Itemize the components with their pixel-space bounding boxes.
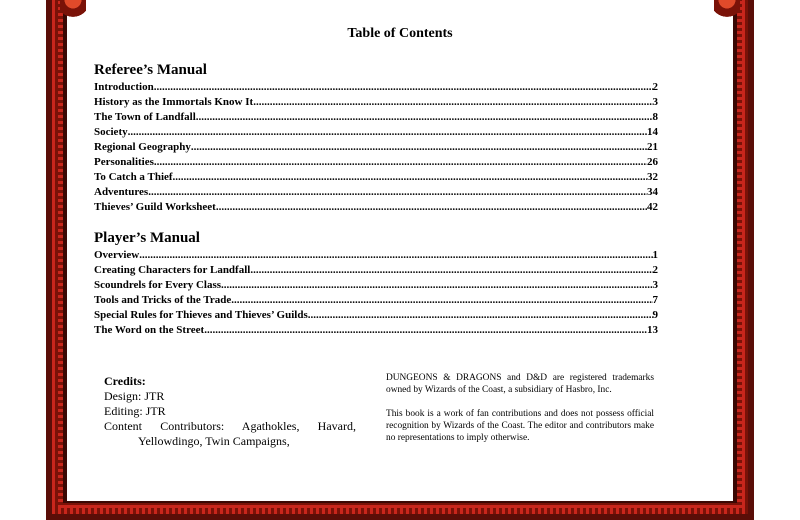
toc-entry-label: To Catch a Thief [94, 171, 173, 183]
toc-entry-label: Tools and Tricks of the Trade [94, 294, 232, 306]
border-corner-ornament-left [60, 0, 86, 20]
toc-page-number: 2 [652, 264, 658, 276]
credits-design: Design: JTR [104, 389, 165, 403]
toc-page-number: 3 [652, 279, 658, 291]
toc-entry-label: The Town of Landfall [94, 111, 196, 123]
credits-editing: Editing: JTR [104, 404, 166, 418]
credits-block [104, 374, 356, 449]
toc-page-number: 3 [652, 96, 658, 108]
border-corner-ornament-right [714, 0, 740, 20]
toc-entry[interactable] [94, 95, 658, 109]
toc-entry[interactable] [94, 248, 658, 262]
toc-entry-label: Overview [94, 249, 140, 261]
toc-entry-label: Scoundrels for Every Class [94, 279, 222, 291]
toc-entry-label: Personalities [94, 156, 154, 168]
toc-leader-dots [148, 185, 647, 199]
toc-leader-dots [216, 200, 647, 214]
toc-entry[interactable] [94, 110, 658, 124]
toc-leader-dots [308, 308, 653, 322]
page-title: Table of Contents [347, 26, 453, 41]
toc-entry-label: Introduction [94, 81, 154, 93]
toc-page-number: 8 [652, 111, 658, 123]
toc-page-number: 9 [652, 309, 658, 321]
toc-entry[interactable] [94, 200, 658, 214]
toc-entry-label: History as the Immortals Know It [94, 96, 254, 108]
toc-page-number: 21 [647, 141, 658, 153]
toc-entry[interactable] [94, 140, 658, 154]
section-heading-referee: Referee’s Manual [94, 62, 207, 78]
toc-entry[interactable] [94, 185, 658, 199]
toc-entry[interactable] [94, 293, 658, 307]
toc-leader-dots [253, 95, 652, 109]
toc-leader-dots [154, 80, 653, 94]
toc-page-number: 26 [647, 156, 658, 168]
toc-entry-label: Thieves’ Guild Worksheet [94, 201, 216, 213]
toc-entry[interactable] [94, 80, 658, 94]
trademark-notice: DUNGEONS & DRAGONS and D&D are registered trademarks owned by Wizards of the Coast, a subsidiary of Hasbro, Inc. [386, 373, 654, 395]
toc-leader-dots [154, 155, 647, 169]
toc-page-number: 7 [652, 294, 658, 306]
toc-leader-dots [196, 110, 653, 124]
toc-entry-label: Regional Geography [94, 141, 191, 153]
toc-page-number: 2 [652, 81, 658, 93]
toc-leader-dots [231, 293, 652, 307]
section-heading-player: Player’s Manual [94, 230, 200, 246]
toc-page-number: 14 [647, 126, 658, 138]
toc-leader-dots [250, 263, 652, 277]
legal-notice [386, 372, 654, 456]
disclaimer-notice: This book is a work of fan contributions and does not possess official recognition by Wizards of the Coast. The editor and contributors make no representations to imply otherwise. [386, 409, 654, 443]
toc-entry[interactable] [94, 125, 658, 139]
toc-leader-dots [128, 125, 647, 139]
credits-contributors: Content Contributors: Agathokles, Havard, Yellowdingo, Twin Campaigns, [104, 419, 356, 448]
toc-leader-dots [173, 170, 647, 184]
toc-entry-label: Adventures [94, 186, 149, 198]
toc-leader-dots [221, 278, 652, 292]
toc-entry[interactable] [94, 170, 658, 184]
toc-page-number: 1 [652, 249, 658, 261]
toc-entry[interactable] [94, 308, 658, 322]
toc-page-number: 32 [647, 171, 658, 183]
toc-page-number: 42 [647, 201, 658, 213]
toc-entry[interactable] [94, 263, 658, 277]
credits-heading: Credits: [104, 374, 146, 388]
toc-page-number: 34 [647, 186, 658, 198]
toc-leader-dots [139, 248, 652, 262]
toc-entry-label: Society [94, 126, 128, 138]
toc-leader-dots [191, 140, 647, 154]
toc-entry[interactable] [94, 155, 658, 169]
toc-entry[interactable] [94, 278, 658, 292]
toc-page-number: 13 [647, 324, 658, 336]
toc-entry-label: The Word on the Street [94, 324, 205, 336]
toc-entry[interactable] [94, 323, 658, 337]
toc-entry-label: Special Rules for Thieves and Thieves’ Guilds [94, 309, 308, 321]
toc-entry-label: Creating Characters for Landfall [94, 264, 251, 276]
toc-leader-dots [204, 323, 647, 337]
